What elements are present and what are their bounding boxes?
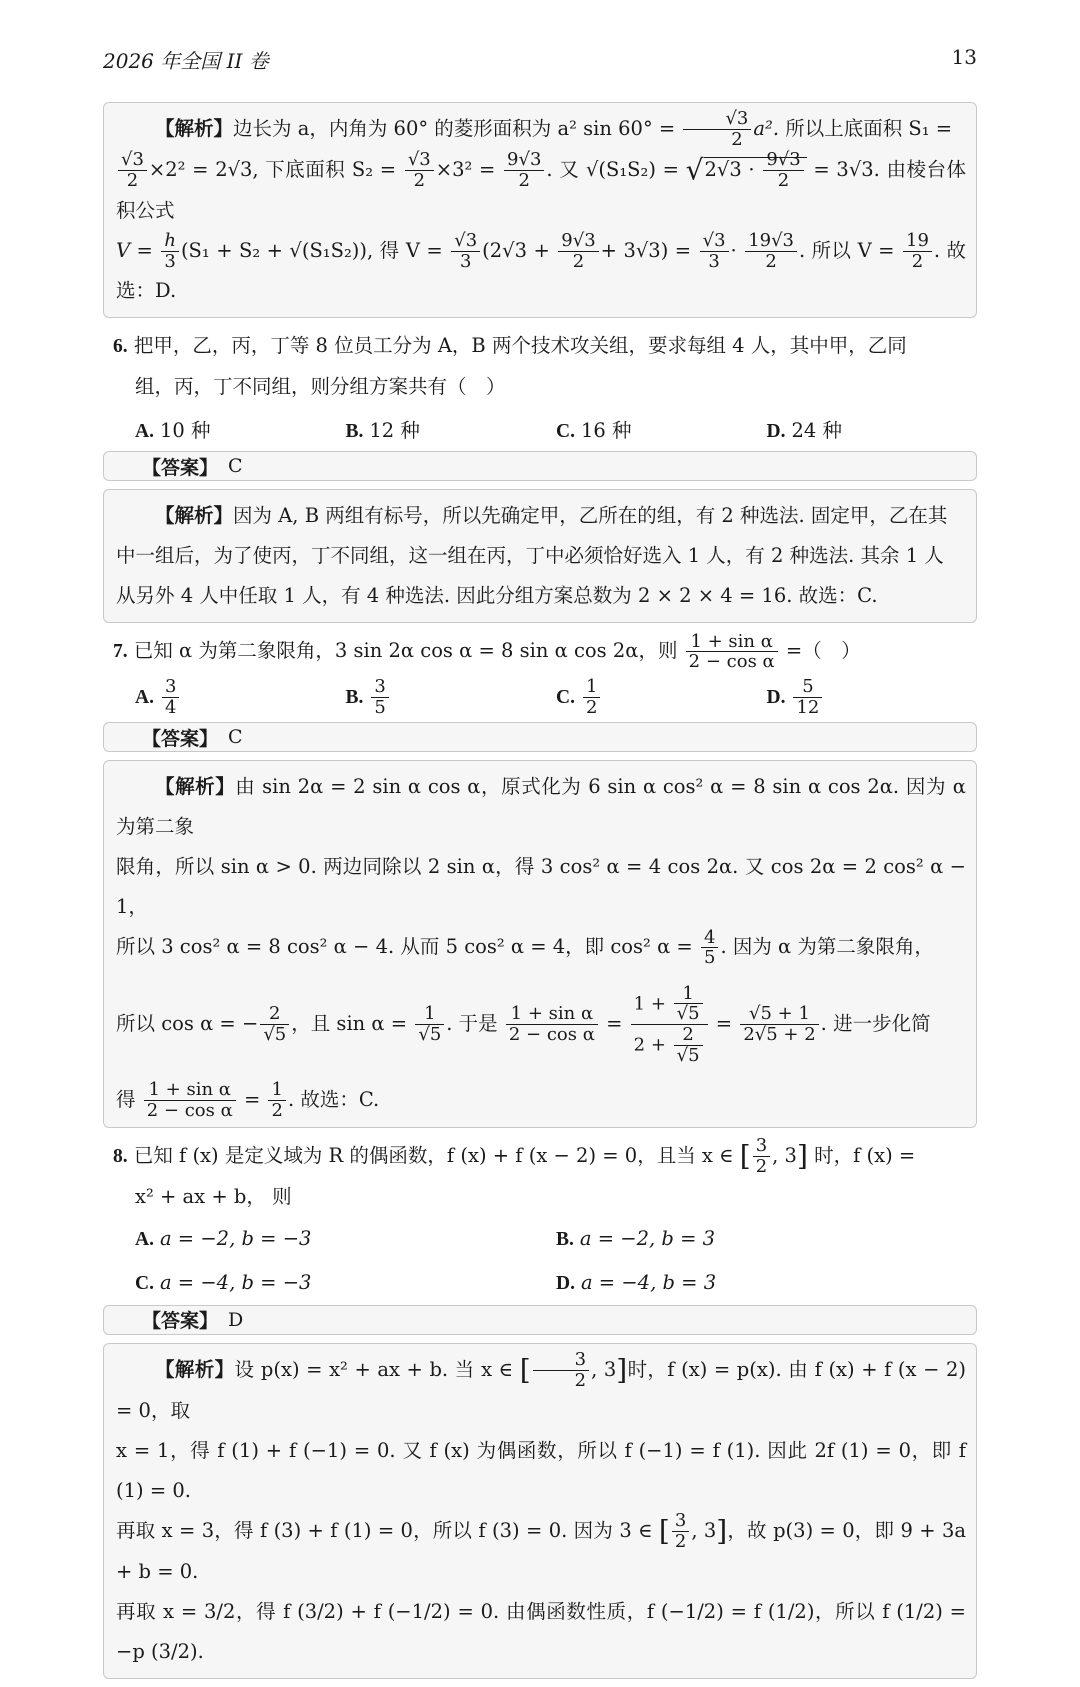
- option-c[interactable]: C. 16 种: [556, 419, 632, 443]
- exam-title: 2026 年全国 II 卷: [103, 49, 269, 73]
- question-stem-continued: 组，丙，丁不同组，则分组方案共有（ ）: [135, 375, 506, 399]
- question-6: [103, 326, 977, 407]
- option-b[interactable]: B. $\frac{3}{5}$: [346, 677, 557, 718]
- answer-value: C: [228, 455, 243, 478]
- question-number: 7.: [113, 641, 128, 663]
- page-content: [103, 102, 977, 1687]
- fraction: $\frac{19√3}{2}$: [745, 231, 797, 272]
- q5-analysis-box: [103, 102, 977, 318]
- page-number: 13: [951, 45, 977, 69]
- q6-analysis-box: 【解析】因为 A, B 两组有标号，所以先确定甲，乙所在的组，有 2 种选法. 固定甲，乙在其 中一组后，为了使丙，丁不同组，这一组在丙，丁中必须恰好选入 1 人，有 2 种选法. 其余 1 人 从另外 4 人中任取 1 人，有 4 种选法. 因此分组方案总数为 2 × 2 × 4 = 16. 故选：C.: [103, 489, 977, 623]
- fraction: $\frac{9√3}{2}$: [763, 150, 803, 191]
- q8-options-row-1: [103, 1217, 977, 1261]
- q6-answer-box: 【答案】 C: [103, 451, 977, 481]
- fraction: $\frac{√3}{3}$: [451, 231, 480, 272]
- fraction: $\frac{√3}{2}$: [405, 150, 434, 191]
- q8-options-row-2: [103, 1261, 977, 1305]
- question-8: 8. 已知 f (x) 是定义域为 R 的偶函数，f (x) + f (x − 2) = 0，且当 x ∈ [ $\frac{3}{2}$ , 3] 时，f (x) = x² + ax + b， 则: [103, 1136, 977, 1217]
- q7-answer-box: 【答案】 C: [103, 722, 977, 752]
- page-header: [103, 45, 977, 77]
- q5-analysis-line-3: V = $\frac{h}{3}$ (S₁ + S₂ + √(S₁S₂)), 得 V = $\frac{√3}{3}$ (2√3 + $\frac{9√3}{2}$ + 3√3) = $\frac{√3}{3}$ · $\frac{19√3}{2}$ . 所以 V = $\frac{19}{2}$ . 故选：D.: [116, 229, 967, 303]
- q7-options: [103, 672, 977, 722]
- fraction: $\frac{√3}{2}$: [118, 150, 147, 191]
- q5-analysis-line-2: $\frac{√3}{2}$ ×2² = 2√3, 下底面积 S₂ = $\frac{√3}{2}$ ×3² = $\frac{9√3}{2}$ . 又 √(S₁S₂) = √2√3 · $\frac{9√3}{2}$ = 3√3. 由棱台体积公式: [116, 149, 966, 222]
- option-c[interactable]: C. a = −4, b = −3: [135, 1270, 312, 1294]
- fraction: $\frac{√3}{3}$: [700, 231, 729, 272]
- q7-analysis-box: 【解析】由 sin 2α = 2 sin α cos α，原式化为 6 sin α cos² α = 8 sin α cos 2α. 因为 α 为第二象 限角，所以 sin α > 0. 两边同除以 2 sin α，得 3 cos² α = 4 cos 2α. 又 cos 2α = 2 cos² α − 1， 所以 3 cos² α = 8 cos² α − 4. 从而 5 cos² α = 4，即 cos² α = $\frac{4}{5}$ . 因为 α 为第二象限角， 所以 cos α = − $\frac{2}{√5}$ ，且 sin α = $\frac{1}{√5}$ . 于是 $\frac{\text{1 + sin α}}{\text{2 − cos α}}$ = 1 + $\frac{1}{√5}$ 2 + $\frac{2}{√5}$ = $\frac{√5 + 1}{2√5 + 2}$ . 进一步化简 得 $\frac{\text{1 + sin α}}{\text{2 − cos α}}$ = $\frac{1}{2}$ . 故选：C.: [103, 760, 977, 1128]
- fraction: $\frac{19}{2}$: [903, 231, 932, 272]
- option-d[interactable]: D. a = −4, b = 3: [556, 1270, 717, 1294]
- answer-value: D: [228, 1308, 244, 1331]
- option-d[interactable]: D. 24 种: [766, 419, 842, 443]
- option-b[interactable]: B. a = −2, b = 3: [556, 1226, 716, 1250]
- q8-answer-box: 【答案】 D: [103, 1305, 977, 1335]
- fraction: $\frac{h}{3}$: [161, 231, 179, 272]
- question-stem: 已知 α 为第二象限角，3 sin 2α cos α = 8 sin α cos 2α，则: [133, 639, 678, 663]
- q8-analysis-box: 【解析】设 p(x) = x² + ax + b. 当 x ∈ [ $\frac{3}{2}$ , 3]时，f (x) = p(x). 由 f (x) + f (x − 2) = 0，取 x = 1，得 f (1) + f (−1) = 0. 又 f (x) 为偶函数，所以 f (−1) = f (1). 因此 2f (1) = 0，即 f (1) = 0. 再取 x = 3，得 f (3) + f (1) = 0，所以 f (3) = 0. 因为 3 ∈ [ $\frac{3}{2}$ , 3]，故 p(3) = 0，即 9 + 3a + b = 0. 再取 x = 3/2，得 f (3/2) + f (−1/2) = 0. 由偶函数性质，f (−1/2) = f (1/2)，所以 f (1/2) = −p (3/2).: [103, 1343, 977, 1679]
- question-stem: 已知 f (x) 是定义域为 R 的偶函数，f (x) + f (x − 2) = 0，且当 x ∈: [133, 1143, 734, 1167]
- question-number: 8.: [113, 1145, 128, 1167]
- option-a[interactable]: A. a = −2, b = −3: [135, 1226, 312, 1250]
- q5-analysis-line-1: 【解析】边长为 a，内角为 60° 的菱形面积为 a² sin 60° = $\frac{√3}{2}$ a². 所以上底面积 S₁ =: [155, 108, 953, 150]
- option-c[interactable]: C. $\frac{1}{2}$: [556, 677, 767, 718]
- fraction: $\frac{\text{1 + sin α}}{\text{2 − cos α}}$: [686, 632, 778, 673]
- option-a[interactable]: A. 10 种: [135, 419, 211, 443]
- answer-value: C: [228, 726, 243, 749]
- option-b[interactable]: B. 12 种: [345, 419, 420, 443]
- question-stem-continued: x² + ax + b， 则: [135, 1184, 292, 1208]
- question-7: 7. 已知 α 为第二象限角，3 sin 2α cos α = 8 sin α cos 2α，则 $\frac{\text{1 + sin α}}{\text{2 − cos α}}$ =（ ）: [113, 630, 861, 673]
- q6-options: [103, 407, 977, 451]
- question-number: 6.: [113, 336, 128, 358]
- fraction: $\frac{√3}{2}$: [683, 109, 751, 150]
- option-d[interactable]: D. $\frac{5}{12}$: [767, 677, 978, 718]
- question-stem: 把甲，乙，丙，丁等 8 位员工分为 A，B 两个技术攻关组，要求每组 4 人，其中甲，乙同: [133, 334, 907, 358]
- fraction: $\frac{9√3}{2}$: [558, 231, 598, 272]
- fraction: $\frac{9√3}{2}$: [504, 150, 544, 191]
- option-a[interactable]: A. $\frac{3}{4}$: [135, 677, 346, 718]
